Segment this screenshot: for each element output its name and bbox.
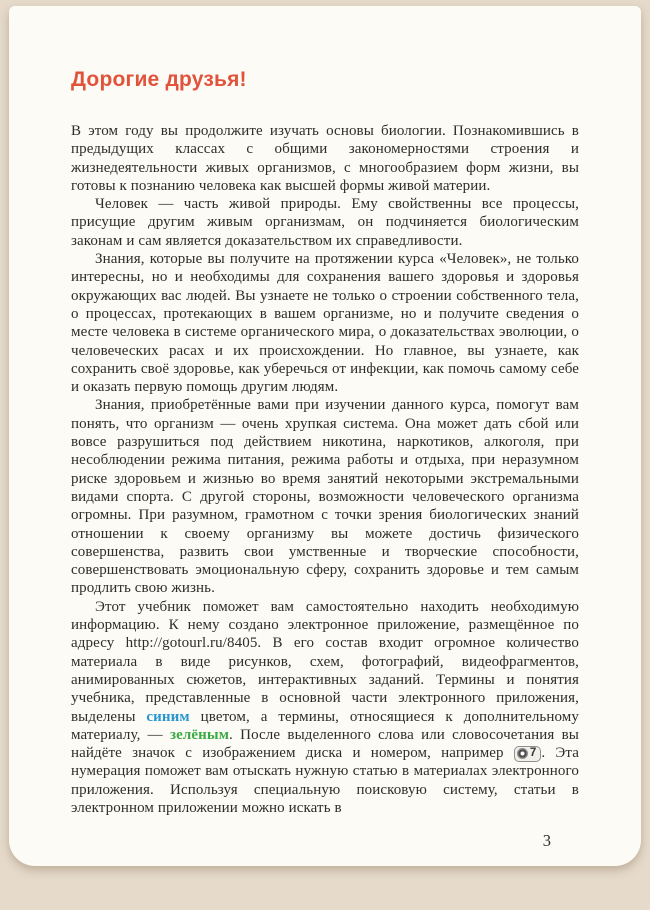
text-segment: . Эта нумерация поможет вам отыскать нужную статью в материалах электронного приложения. Используя специальную поисковую систему, статьи в электронном приложении можно искать в (71, 745, 579, 816)
text-segment: Человек — часть живой природы. Ему свойственны все процессы, присущие другим живым организмам, он подчиняется биологическим законам и сам является доказательством их справедливости. (71, 196, 579, 249)
highlighted-term: зелёным (170, 726, 230, 743)
page-number: 3 (542, 831, 551, 851)
text-segment: . После выделенного слова или словосочетания вы найдёте значок с изображением диска и номером, например (71, 726, 579, 762)
paragraph (71, 122, 579, 195)
page-content (9, 6, 641, 851)
text-segment: В этом году вы продолжите изучать основы биологии. Познакомившись в предыдущих классах с общими закономерностями строения и жизнедеятельности живых организмов, с многообразием форм жизни, вы готовы к познанию человека как высшей формы живой материи. (71, 123, 579, 194)
text-segment: Знания, приобретённые вами при изучении данного курса, помогут вам понять, что организм — очень хрупкая система. Она может дать сбой или вовсе разрушиться под действием никотина, наркотиков, алкоголя, при несоблюдении режима питания, режима работы и отдыха, при неразумном риске здоровьем и жизнью во время занятий некоторыми экстремальными видами спорта. С другой стороны, возможности человеческого организма огромны. При разумном, грамотном с точки зрения биологических знаний отношении к своему организму вы можете достичь физического совершенства, развить свои умственные и творческие способности, совершенствовать эмоциональную сферу, сохранить здоровье и тем самым продлить свою жизнь. (71, 397, 579, 597)
paragraph (71, 396, 579, 597)
disc-icon (517, 748, 528, 759)
disc-number-badge (514, 746, 542, 762)
body-text (71, 122, 579, 817)
highlighted-term: синим (146, 708, 190, 725)
text-segment: цветом, а термины, относящиеся к дополнительному материалу, — (71, 708, 579, 743)
text-segment: Этот учебник поможет вам самостоятельно находить необходимую информацию. К нему создано электронное приложение, размещённое по адресу http://gotourl.ru/8405. В его состав входит огромное количество материала в виде рисунков, схем, фотографий, видеофрагментов, анимированных сюжетов, интерактивных заданий. Термины и понятия учебника, представленные в основной части электронного приложения, выделены (71, 598, 579, 725)
paragraph (71, 250, 579, 396)
text-segment: Знания, которые вы получите на протяжении курса «Человек», не только интересны, но и необходимы для сохранения вашего здоровья и здоровья окружающих вас людей. Вы узнаете не только о строении собственного тела, о процессах, протекающих в вашем организме, но и получите сведения о месте человека в системе органического мира, о доказательствах эволюции, о человеческих расах и их происхождении. Но главное, вы узнаете, как сохранить своё здоровье, как уберечься от инфекции, как помочь самому себе и оказать первую помощь другим людям. (71, 251, 579, 396)
page-heading: Дорогие друзья! (71, 68, 247, 91)
disc-number: 7 (529, 746, 537, 759)
paragraph (71, 195, 579, 250)
paragraph (71, 598, 579, 818)
page (9, 6, 641, 866)
